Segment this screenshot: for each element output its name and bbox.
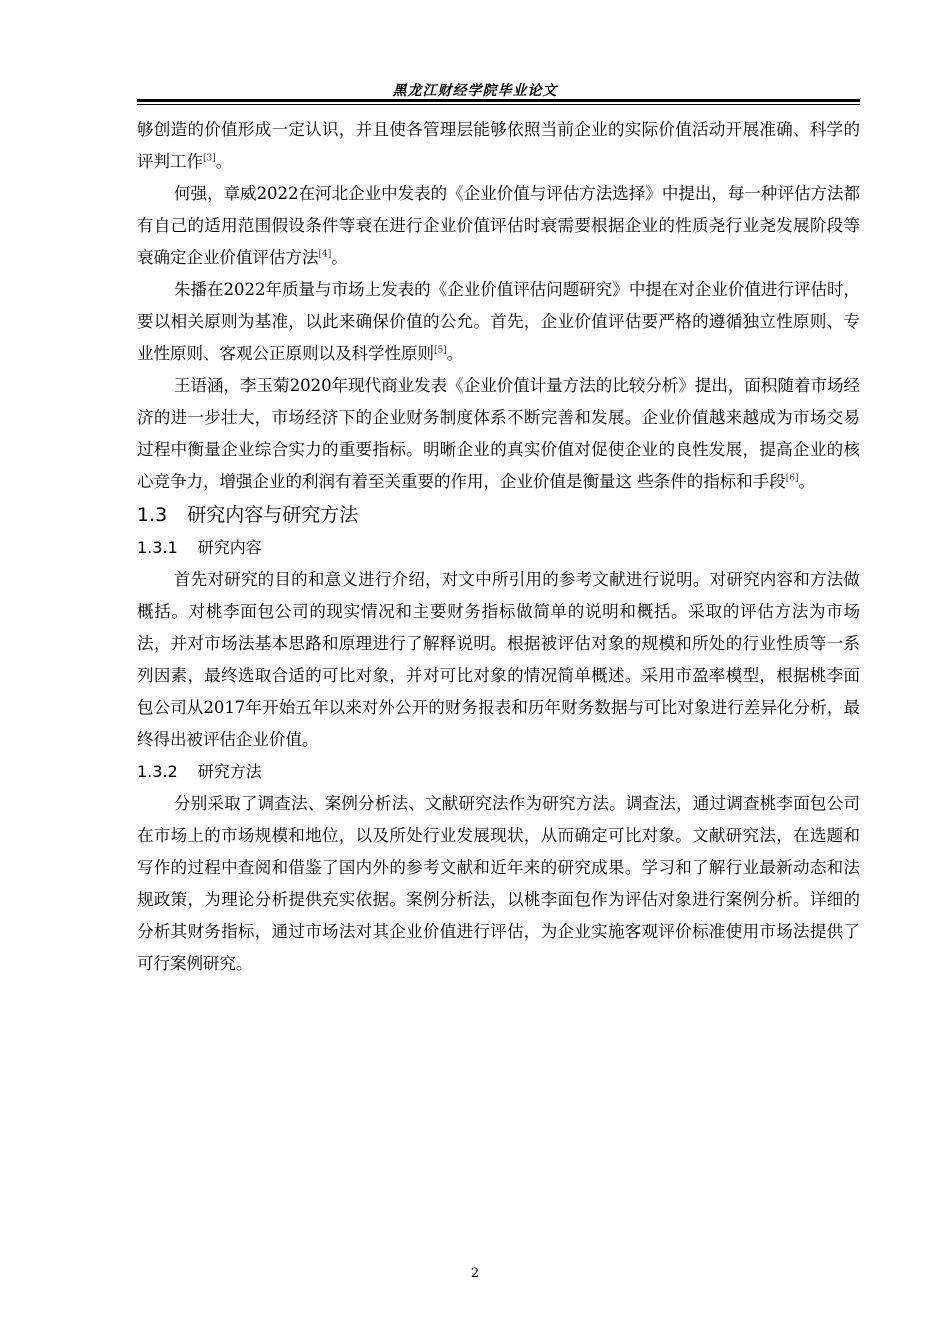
citation-marker: [4] [318, 249, 332, 260]
page-number: 2 [470, 1266, 480, 1281]
running-header-title: 黑龙江财经学院毕业论文 [392, 83, 558, 99]
paragraph-research-methods: 分别采取了调查法、案例分析法、文献研究法作为研究方法。调查法，通过调查桃李面包公司在市场上的市场规模和地位，以及所处行业发展现状，从而确定可比对象。文献研究法，在选题和写作的过程中查阅和借鉴了国内外的参考文献和近年来的研究成果。学习和了解行业最新动态和法规政策，为理论分析提供充实依据。案例分析法，以桃李面包作为评估对象进行案例分析。详细的分析其财务指标，通过市场法对其企业价值进行评估，为企业实施客观评价标准使用市场法提供了可行案例研究。 [137, 794, 860, 973]
page-body [137, 114, 860, 980]
paragraph-literature-zhubo: 朱播在2022年质量与市场上发表的《企业价值评估问题研究》中提在对企业价值进行评估时，要以相关原则为基准，以此来确保价值的公允。首先，企业价值评估要严格的遵循独立性原则、专业性原则、客观公正原则以及科学性原则[5]。 [137, 280, 860, 363]
subsection-number: 1.3.1 [137, 538, 178, 557]
citation-marker: [5] [434, 345, 447, 356]
section-heading-1-3 [137, 498, 860, 532]
subsection-title: 研究内容 [197, 538, 262, 557]
header-rule-thin [137, 104, 860, 105]
subsection-title: 研究方法 [197, 762, 262, 781]
section-title: 研究内容与研究方法 [187, 504, 359, 526]
paragraph-literature-heqiang: 何强，章威2022在河北企业中发表的《企业价值与评估方法选择》中提出，每一种评估方法都有自己的适用范围假设条件等衰在进行企业价值评估时衰需要根据企业的性质尧行业尧发展阶段等衰确定企业价值评估方法[4]。 [137, 184, 860, 267]
paragraph-research-content: 首先对研究的目的和意义进行介绍，对文中所引用的参考文献进行说明。对研究内容和方法做概括。对桃李面包公司的现实情况和主要财务指标做简单的说明和概括。采取的评估方法为市场法，并对市场法基本思路和原理进行了解释说明。根据被评估对象的规模和所处的行业性质等一系列因素，最终选取合适的可比对象，并对可比对象的情况简单概述。采用市盈率模型，根据桃李面包公司从2017年开始五年以来对外公开的财务报表和历年财务数据与可比对象进行差异化分析，最终得出被评估企业价值。 [137, 570, 860, 749]
paragraph-literature-wangyuhan: 王语涵，李玉菊2020年现代商业发表《企业价值计量方法的比较分析》提出，面积随着市场经济的进一步壮大，市场经济下的企业财务制度体系不断完善和发展。企业价值越来越成为市场交易过程中衡量企业综合实力的重要指标。明晰企业的真实价值对促使企业的良性发展，提高企业的核心竞争力，增强企业的利润有着至关重要的作用，企业价值是衡量这 些条件的指标和手段[6]。 [137, 376, 860, 491]
subsection-number: 1.3.2 [137, 762, 178, 781]
citation-marker: [6] [785, 473, 799, 484]
section-number: 1.3 [137, 504, 168, 526]
subsection-heading-1-3-2 [137, 756, 860, 788]
paragraph-continued: 够创造的价值形成一定认识，并且使各管理层能够依照当前企业的实际价值活动开展准确、科学的评判工作[3]。 [137, 120, 860, 171]
header-rule-thick [137, 99, 860, 102]
subsection-heading-1-3-1 [137, 532, 860, 564]
citation-marker: [3] [203, 153, 216, 164]
